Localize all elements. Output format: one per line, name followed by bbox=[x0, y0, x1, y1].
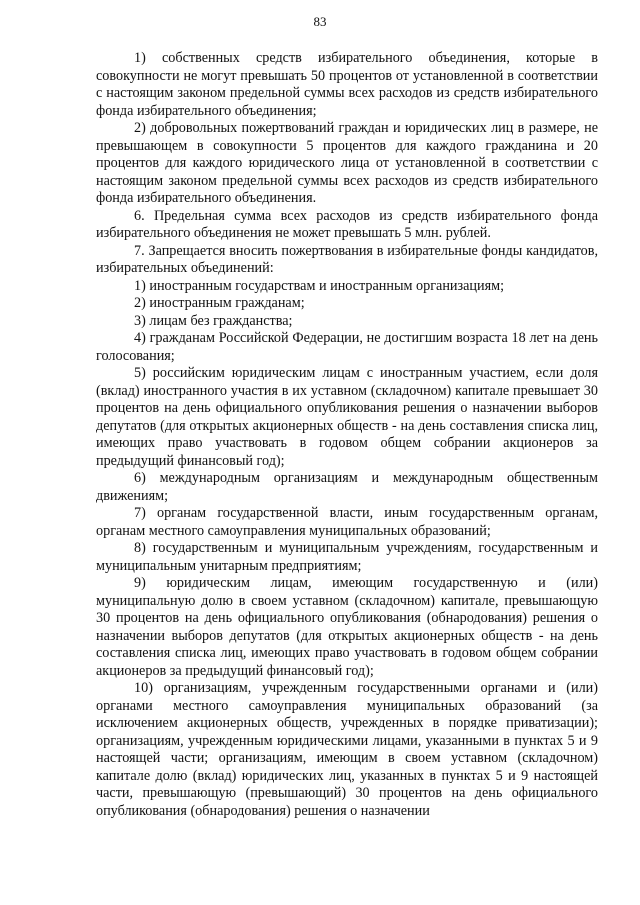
page-number: 83 bbox=[313, 14, 327, 29]
paragraph-4: 7. Запрещается вносить пожертвования в избирательные фонды кандидатов, избирательных объединений: bbox=[96, 242, 598, 276]
paragraph-9: 5) российским юридическим лицам с иностранным участием, если доля (вклад) иностранного участия в их уставном (складочном) капитале превышает 30 процентов на день официального опубликования решения о назначении выборов депутатов (для открытых акционерных обществ - на день составления списка лиц, имеющих право участвовать в годовом общем собрании акционеров за предыдущий финансовый год); bbox=[96, 365, 598, 469]
paragraph-12: 8) государственным и муниципальным учреждениям, государственным и муниципальным унитарным предприятиям; bbox=[96, 540, 598, 574]
paragraph-6: 2) иностранным гражданам; bbox=[134, 295, 305, 311]
paragraph-7: 3) лицам без гражданства; bbox=[134, 312, 293, 329]
paragraph-13: 9) юридическим лицам, имеющим государственную и (или) муниципальную долю в своем уставном (складочном) капитале, превышающую 30 процентов на день официального опубликования (обнародования) решения о назначении выборов депутатов (для открытых акционерных обществ - на день составления списка лиц, имеющих право участвовать в годовом общем собрании акционеров за предыдущий финансовый год); bbox=[96, 575, 598, 679]
paragraph-3: 6. Предельная сумма всех расходов из средств избирательного фонда избирательного объединения не может превышать 5 млн. рублей. bbox=[96, 207, 598, 241]
paragraph-11: 7) органам государственной власти, иным государственным органам, органам местного самоуправления муниципальных образований; bbox=[96, 505, 598, 539]
paragraph-2: 2) добровольных пожертвований граждан и юридических лиц в размере, не превышающем в совокупности 5 процентов для каждого гражданина и 20 процентов для каждого юридического лица от установленной в соответствии с настоящим законом предельной суммы всех расходов из средств избирательного фонда избирательного объединения. bbox=[96, 120, 598, 206]
paragraph-14: 10) организациям, учрежденным государственными органами и (или) органами местного самоуправления муниципальных образований (за исключением акционерных обществ, учрежденных в порядке приватизации); организациям, учрежденным юридическими лицами, указанными в пунктах 5 и 9 настоящей части; организациям, имеющим в своем уставном (складочном) капитале долю (вклад) юридических лиц, указанных в пунктах 5 и 9 настоящей части, превышающую (превышающий) 30 процентов на день официального опубликования (обнародования) решения о назначении bbox=[96, 680, 598, 819]
paragraph-1: 1) собственных средств избирательного объединения, которые в совокупности не могут превышать 50 процентов от установленной в соответствии с настоящим законом предельной суммы всех расходов из средств избирательного фонда избирательного объединения; bbox=[96, 50, 598, 119]
paragraph-10: 6) международным организациям и международным общественным движениям; bbox=[96, 470, 598, 504]
paragraph-5: 1) иностранным государствам и иностранным организациям; bbox=[134, 277, 505, 294]
paragraph-8: 4) гражданам Российской Федерации, не достигшим возраста 18 лет на день голосования; bbox=[96, 330, 598, 364]
document-body bbox=[96, 50, 598, 820]
